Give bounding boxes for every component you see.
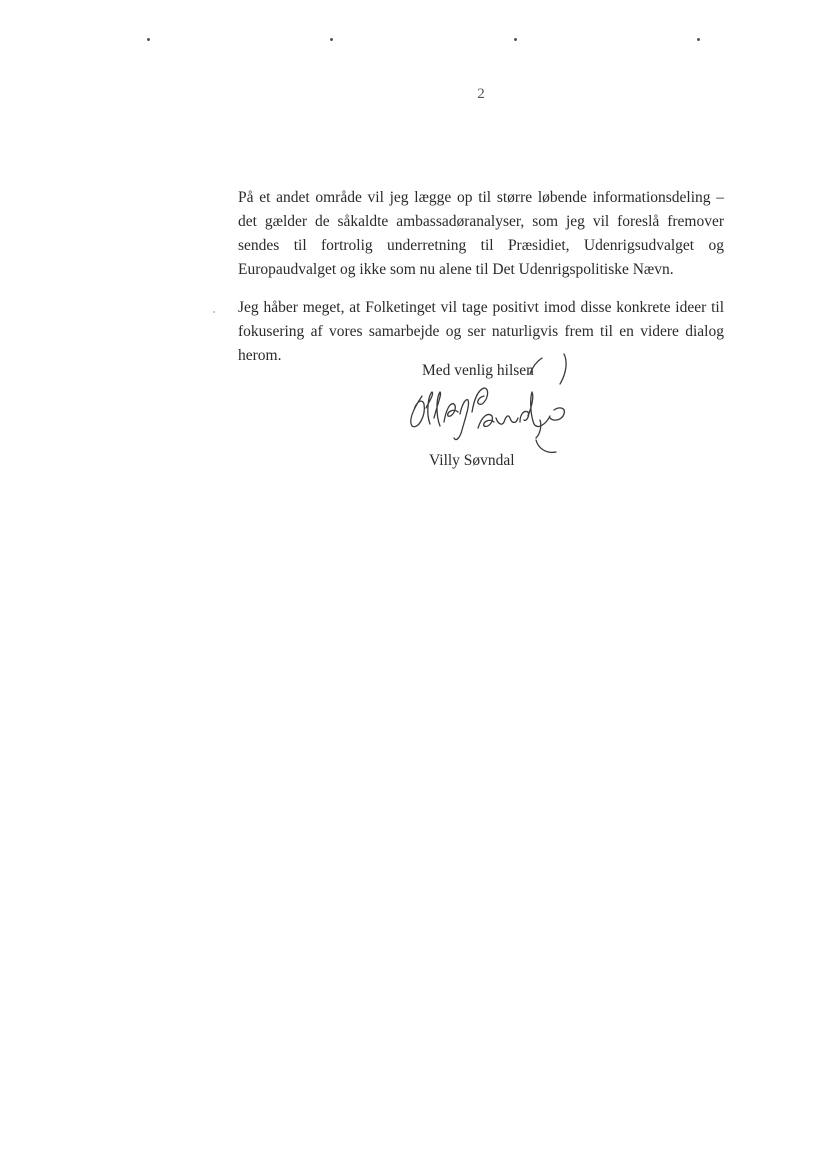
- punch-mark: [330, 38, 333, 41]
- page-number: 2: [477, 86, 485, 102]
- paragraph-information-sharing: På et andet område vil jeg lægge op til større løbende informationsdeling – det gælder de såkaldte ambassadøranalyser, som jeg vil foreslå fremover sendes til fortrolig underretning til Præsidiet, Udenrigsudvalget og Europaudvalget og ikke som nu alene til Det Udenrigspolitiske Nævn.: [238, 189, 724, 278]
- closing-salutation: Med venlig hilsen: [422, 362, 534, 379]
- punch-mark: [147, 38, 150, 41]
- punch-mark: [697, 38, 700, 41]
- paragraph-closing-remarks: Jeg håber meget, at Folketinget vil tage positivt imod disse konkrete ideer til fokusering af vores samarbejde og ser naturligvis frem til en videre dialog herom.: [238, 299, 724, 364]
- letter-body: [238, 186, 724, 368]
- scan-speck: [213, 311, 215, 313]
- handwritten-signature: [396, 352, 576, 462]
- signer-name: Villy Søvndal: [429, 452, 515, 469]
- punch-mark: [514, 38, 517, 41]
